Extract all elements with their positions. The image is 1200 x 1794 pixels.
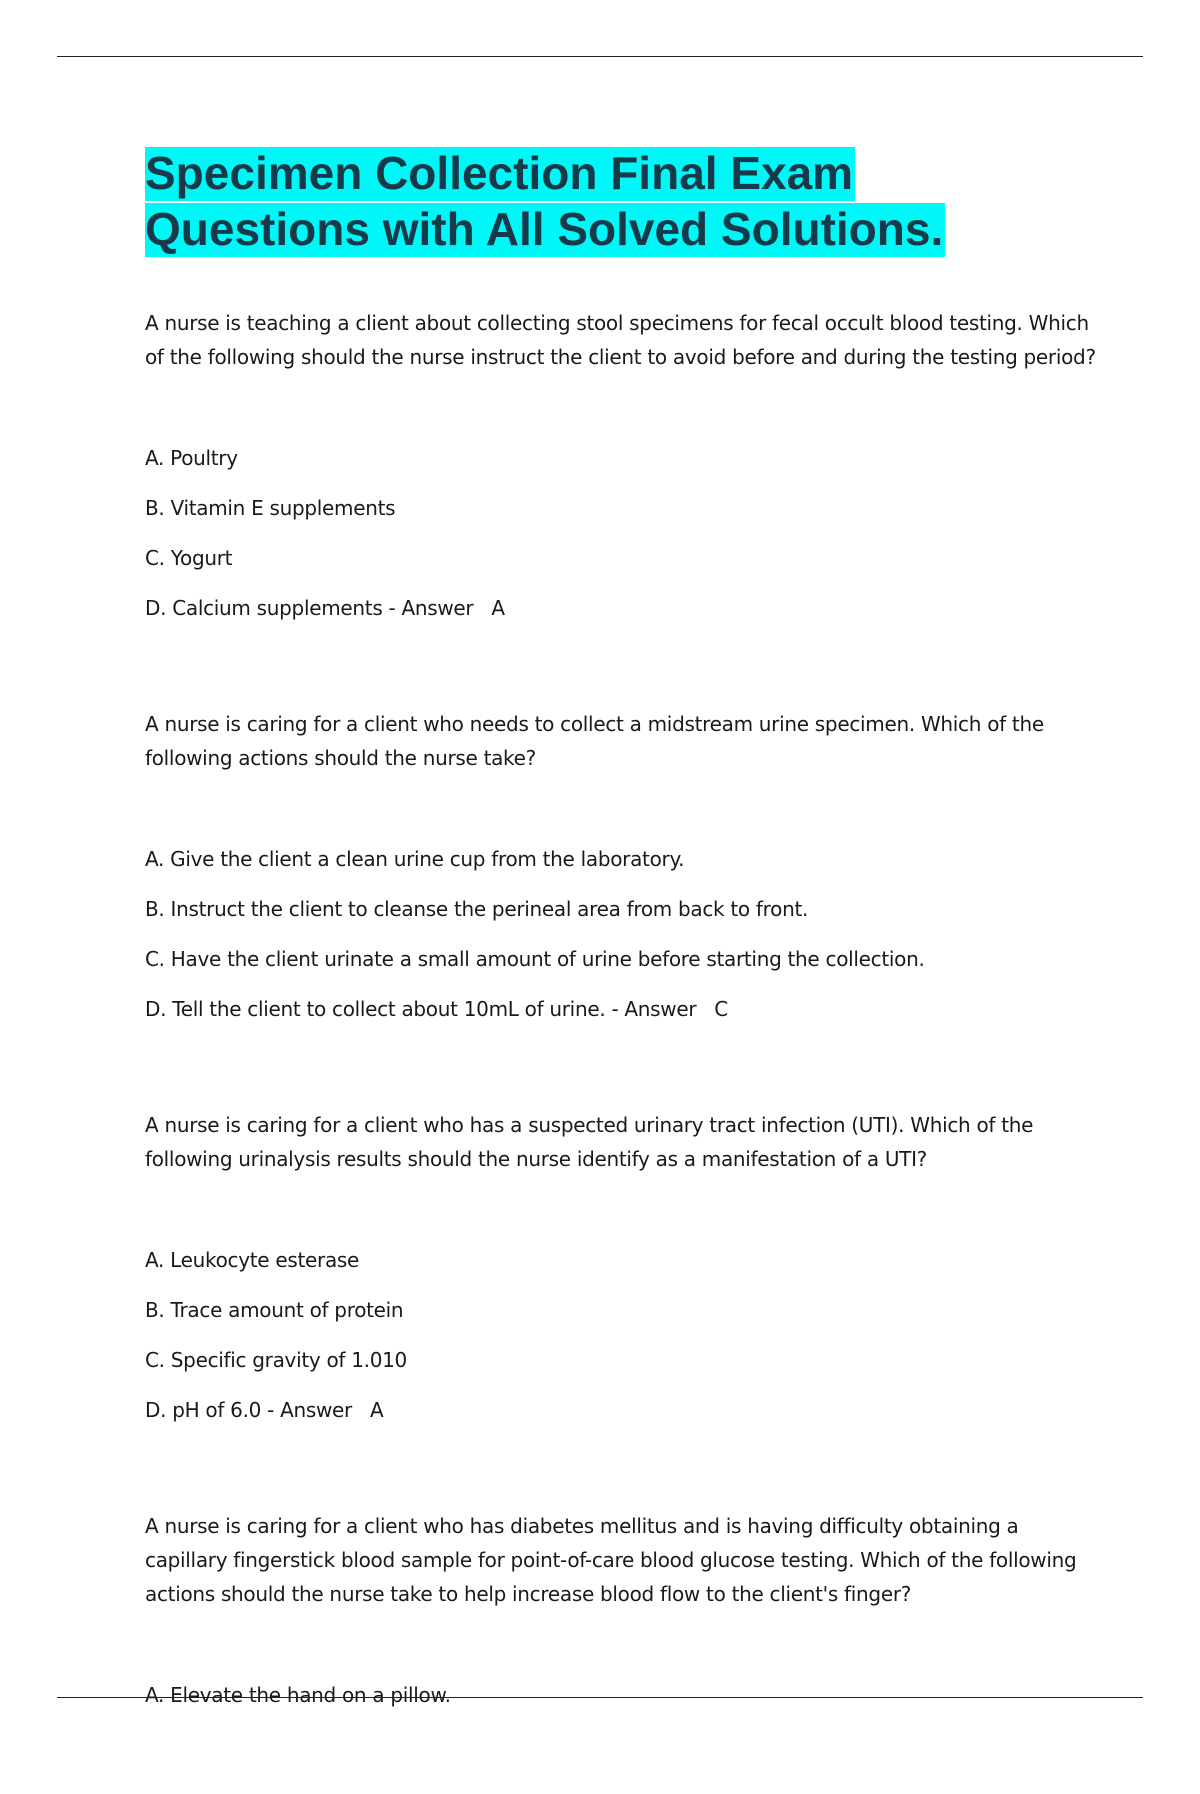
option-list — [145, 1683, 1105, 1708]
option-b: B. Trace amount of protein — [145, 1298, 404, 1322]
option-list — [145, 446, 1105, 621]
question-text: A nurse is teaching a client about collecting stool specimens for fecal occult blood testing. Which of the following should the nurse instruct the client to avoid before and during the testing period? — [145, 311, 1096, 369]
title-line-2: Questions with All Solved Solutions. — [145, 203, 944, 255]
question-block-3 — [145, 1108, 1105, 1423]
question-block-1 — [145, 306, 1105, 621]
answer-key: C — [714, 997, 728, 1021]
option-d-text: D. Tell the client to collect about 10mL of urine. - Answer — [145, 997, 697, 1021]
option-a: A. Poultry — [145, 446, 238, 470]
question-block-4 — [145, 1509, 1105, 1708]
option-d-text: D. Calcium supplements - Answer — [145, 596, 474, 620]
title-line-1: Specimen Collection Final Exam — [145, 147, 854, 199]
document-title — [145, 145, 945, 257]
footer-divider — [57, 1697, 1143, 1698]
option-c: C. Specific gravity of 1.010 — [145, 1348, 407, 1372]
option-d — [145, 997, 1105, 1022]
option-a: A. Leukocyte esterase — [145, 1248, 360, 1272]
option-a: A. Elevate the hand on a pillow. — [145, 1683, 451, 1707]
option-d — [145, 596, 1105, 621]
option-d-text: D. pH of 6.0 - Answer — [145, 1398, 352, 1422]
option-c: C. Yogurt — [145, 546, 233, 570]
answer-key: A — [369, 1398, 384, 1422]
option-b: B. Instruct the client to cleanse the perineal area from back to front. — [145, 897, 809, 921]
header-divider — [57, 56, 1143, 57]
question-block-2 — [145, 707, 1105, 1022]
answer-key: A — [491, 596, 505, 620]
question-text: A nurse is caring for a client who has a suspected urinary tract infection (UTI). Which of the following urinalysis results should the nurse identify as a manifestation of a UTI? — [145, 1113, 1034, 1171]
option-d — [145, 1398, 1105, 1423]
option-a: A. Give the client a clean urine cup from the laboratory. — [145, 847, 685, 871]
question-list — [145, 306, 1105, 1794]
option-list — [145, 847, 1105, 1022]
option-c: C. Have the client urinate a small amount of urine before starting the collection. — [145, 947, 925, 971]
question-text: A nurse is caring for a client who needs to collect a midstream urine specimen. Which of the following actions should the nurse take? — [145, 712, 1044, 770]
option-list — [145, 1248, 1105, 1423]
question-text: A nurse is caring for a client who has diabetes mellitus and is having difficulty obtaining a capillary fingerstick blood sample for point-of-care blood glucose testing. Which of the following actions should the nurse take to help increase blood flow to the client's finger? — [145, 1514, 1077, 1606]
option-b: B. Vitamin E supplements — [145, 496, 396, 520]
